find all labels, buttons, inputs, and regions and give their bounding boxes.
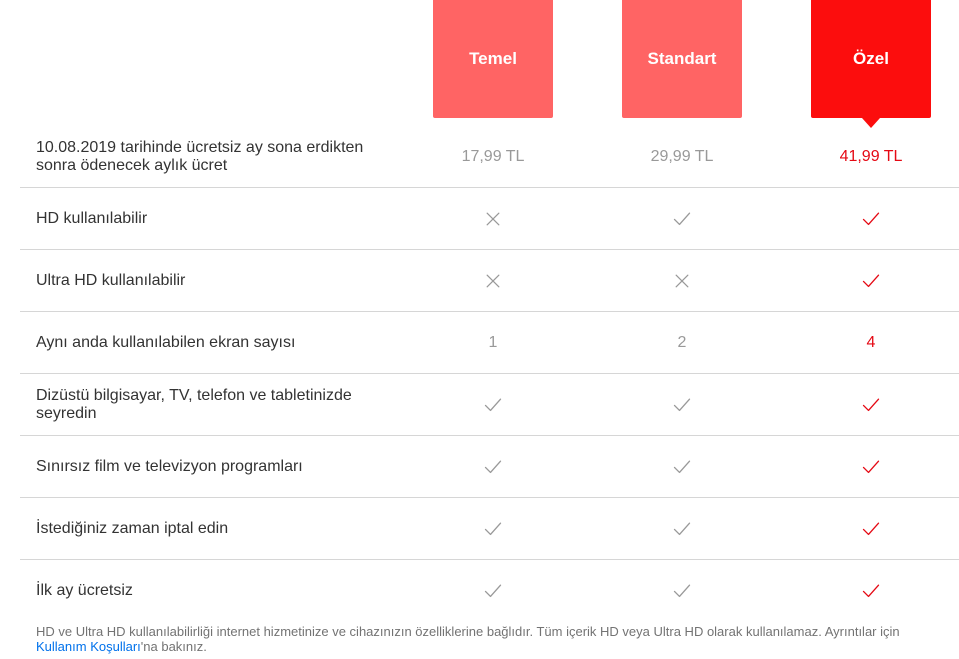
check-icon <box>811 560 931 621</box>
plan-comparison-table <box>20 126 959 621</box>
price-ozel: 41,99 TL <box>839 147 903 165</box>
footnote <box>36 624 951 654</box>
check-icon <box>811 188 931 249</box>
x-icon <box>433 188 553 249</box>
check-icon <box>622 436 742 497</box>
terms-link[interactable]: Kullanım Koşulları <box>36 639 141 654</box>
row-label-devices: Dizüstü bilgisayar, TV, telefon ve tabletinizde seyredin <box>36 386 352 422</box>
table-row-hd <box>20 188 959 250</box>
check-icon <box>811 374 931 435</box>
screens-temel: 1 <box>488 333 498 351</box>
check-icon <box>433 498 553 559</box>
table-row-unlimited <box>20 436 959 498</box>
table-row-screens <box>20 312 959 374</box>
table-row-ultra-hd <box>20 250 959 312</box>
check-icon <box>622 498 742 559</box>
check-icon <box>433 436 553 497</box>
check-icon <box>622 188 742 249</box>
plan-ozel-label: Özel <box>853 49 889 68</box>
footnote-text: HD ve Ultra HD kullanılabilirliği internet hizmetinize ve cihazınızın özelliklerine bağlıdır. Tüm içerik HD veya Ultra HD olarak kullanılamaz. Ayrıntılar için <box>36 624 900 639</box>
plan-ozel-button[interactable] <box>811 0 931 118</box>
table-row-devices <box>20 374 959 436</box>
screens-ozel: 4 <box>866 333 876 351</box>
row-label-cancel: İstediğiniz zaman iptal edin <box>36 519 229 537</box>
row-label-price: 10.08.2019 tarihinde ücretsiz ay sona erdikten sonra ödenecek aylık ücret <box>36 138 364 174</box>
price-standart: 29,99 TL <box>650 147 714 165</box>
row-label-free-month: İlk ay ücretsiz <box>36 581 133 599</box>
plan-temel-button[interactable] <box>433 0 553 118</box>
screens-standart: 2 <box>677 333 687 351</box>
check-icon <box>622 560 742 621</box>
plan-standart-button[interactable] <box>622 0 742 118</box>
check-icon <box>433 374 553 435</box>
plan-standart-label: Standart <box>647 49 717 68</box>
check-icon <box>811 436 931 497</box>
row-label-screens: Aynı anda kullanılabilen ekran sayısı <box>36 333 296 351</box>
plan-temel-label: Temel <box>469 49 517 68</box>
row-label-ultra-hd: Ultra HD kullanılabilir <box>36 271 186 289</box>
row-label-hd: HD kullanılabilir <box>36 209 148 227</box>
check-icon <box>433 560 553 621</box>
price-temel: 17,99 TL <box>461 147 525 165</box>
x-icon <box>622 250 742 311</box>
row-label-unlimited: Sınırsız film ve televizyon programları <box>36 457 303 475</box>
check-icon <box>622 374 742 435</box>
table-row-free-month <box>20 560 959 621</box>
check-icon <box>811 498 931 559</box>
x-icon <box>433 250 553 311</box>
footnote-suffix: 'na bakınız. <box>140 639 207 654</box>
table-row-cancel <box>20 498 959 560</box>
check-icon <box>811 250 931 311</box>
table-row-price <box>20 126 959 188</box>
